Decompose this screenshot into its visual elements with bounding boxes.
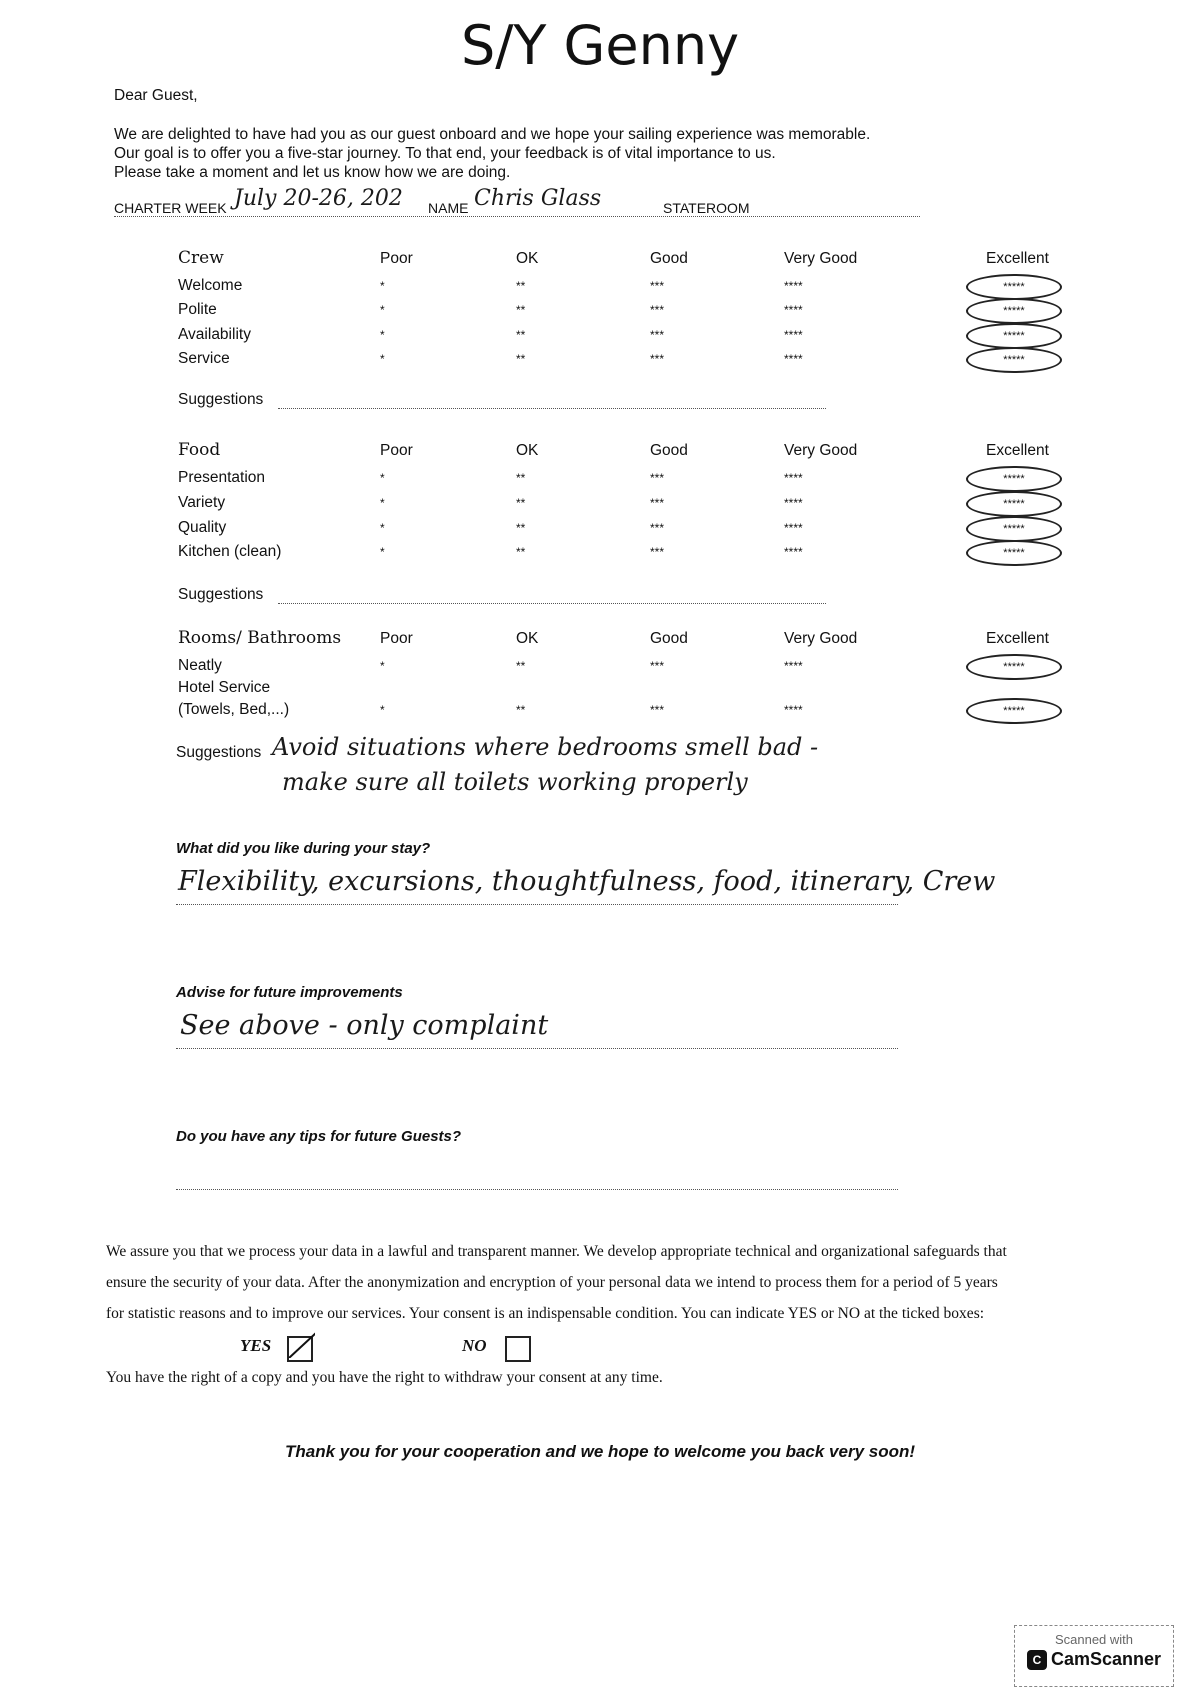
crew-rating-option[interactable]: **** <box>784 279 803 293</box>
charter-week-field[interactable]: July 20-26, 202 <box>234 186 403 211</box>
stateroom-label: STATEROOM <box>663 200 750 216</box>
crew-rating-option[interactable]: *** <box>650 303 665 317</box>
crew-row-label: Welcome <box>178 277 243 294</box>
rooms-rating-option[interactable]: *** <box>650 703 665 717</box>
food-column-ok: OK <box>516 442 539 459</box>
crew-rating-option[interactable]: ** <box>516 328 526 342</box>
food-rating-option[interactable]: * <box>380 496 385 510</box>
consent-text-3: for statistic reasons and to improve our services. Your consent is an indispensable condition. You can indicate YES or NO at the ticked boxes: <box>106 1305 985 1322</box>
rooms-column-poor: Poor <box>380 630 413 647</box>
crew-column-good: Good <box>650 250 688 267</box>
advise-question: Advise for future improvements <box>176 984 403 1001</box>
crew-column-ok: OK <box>516 250 539 267</box>
crew-rating-option[interactable]: *** <box>650 352 665 366</box>
crew-rating-selected[interactable]: ***** <box>966 323 1062 349</box>
rooms-suggestions-label: Suggestions <box>176 744 262 761</box>
food-suggestions-label: Suggestions <box>178 586 264 603</box>
name-label: NAME <box>428 200 469 216</box>
intro-line-1: We are delighted to have had you as our guest onboard and we hope your sailing experience was memorable. <box>114 126 871 143</box>
crew-column-very-good: Very Good <box>784 250 858 267</box>
advise-answer-field[interactable]: See above - only complaint <box>180 1010 549 1041</box>
liked-answer-field[interactable]: Flexibility, excursions, thoughtfulness, food, itinerary, Crew <box>178 866 996 897</box>
consent-text-2: ensure the security of your data. After the anonymization and encryption of your personal data we intend to process them for a period of 5 years <box>106 1274 998 1291</box>
crew-rating-selected[interactable]: ***** <box>966 298 1062 324</box>
rooms-rating-option[interactable]: ** <box>516 703 526 717</box>
tips-question: Do you have any tips for future Guests? <box>176 1128 462 1145</box>
food-rating-option[interactable]: **** <box>784 545 803 559</box>
food-rating-option[interactable]: * <box>380 471 385 485</box>
rooms-rating-option[interactable]: *** <box>650 659 665 673</box>
tips-answer-field[interactable] <box>176 1165 898 1190</box>
food-rating-option[interactable]: **** <box>784 521 803 535</box>
closing-message: Thank you for your cooperation and we hope to welcome you back very soon! <box>284 1442 916 1461</box>
camscanner-logo-icon: C <box>1027 1650 1047 1670</box>
rooms-suggestions-line-2[interactable]: make sure all toilets working properly <box>282 768 748 796</box>
food-rating-option[interactable]: **** <box>784 471 803 485</box>
food-rating-option[interactable]: * <box>380 545 385 559</box>
crew-rating-selected[interactable]: ***** <box>966 347 1062 373</box>
rooms-rating-option[interactable]: * <box>380 659 385 673</box>
crew-row-label: Service <box>178 350 230 367</box>
food-column-good: Good <box>650 442 688 459</box>
food-rating-option[interactable]: ** <box>516 521 526 535</box>
rooms-column-very-good: Very Good <box>784 630 858 647</box>
no-label: NO <box>462 1336 487 1355</box>
crew-rating-selected[interactable]: ***** <box>966 274 1062 300</box>
charter-week-label: CHARTER WEEK <box>114 200 227 216</box>
food-rating-selected[interactable]: ***** <box>966 466 1062 492</box>
food-row-label: Variety <box>178 494 226 511</box>
food-column-excellent: Excellent <box>986 442 1049 459</box>
yes-label: YES <box>240 1336 272 1355</box>
rooms-rating-selected[interactable]: ***** <box>966 698 1062 724</box>
crew-heading: Crew <box>178 248 224 268</box>
crew-suggestions-label: Suggestions <box>178 391 264 408</box>
form-title: S/Y Genny <box>460 14 740 77</box>
food-rating-option[interactable]: ** <box>516 496 526 510</box>
crew-row-label: Polite <box>178 301 217 318</box>
rooms-rating-option[interactable]: **** <box>784 659 803 673</box>
crew-rating-option[interactable]: ** <box>516 303 526 317</box>
rooms-rating-selected[interactable]: ***** <box>966 654 1062 680</box>
crew-rating-option[interactable]: **** <box>784 328 803 342</box>
crew-rating-option[interactable]: *** <box>650 328 665 342</box>
rooms-rating-option[interactable]: ** <box>516 659 526 673</box>
rooms-column-good: Good <box>650 630 688 647</box>
greeting: Dear Guest, <box>114 87 198 104</box>
crew-column-excellent: Excellent <box>986 250 1049 267</box>
yes-checkbox[interactable] <box>287 1336 313 1362</box>
watermark-caption: Scanned with <box>1054 1632 1134 1647</box>
rooms-column-excellent: Excellent <box>986 630 1049 647</box>
food-heading: Food <box>178 440 221 460</box>
intro-line-3: Please take a moment and let us know how we are doing. <box>114 164 511 181</box>
rooms-column-ok: OK <box>516 630 539 647</box>
food-rating-option[interactable]: *** <box>650 496 665 510</box>
rooms-row-label: Neatly <box>178 657 222 674</box>
rooms-rating-option[interactable]: * <box>380 703 385 717</box>
rooms-row-label: (Towels, Bed,...) <box>178 701 290 718</box>
crew-rating-option[interactable]: * <box>380 352 385 366</box>
consent-rights: You have the right of a copy and you have the right to withdraw your consent at any time. <box>106 1369 663 1386</box>
food-rating-option[interactable]: ** <box>516 471 526 485</box>
liked-question: What did you like during your stay? <box>176 840 431 857</box>
crew-rating-option[interactable]: **** <box>784 303 803 317</box>
check-mark-icon <box>285 1332 315 1358</box>
crew-column-poor: Poor <box>380 250 413 267</box>
rooms-heading: Rooms/ Bathrooms <box>178 628 342 648</box>
crew-rating-option[interactable]: **** <box>784 352 803 366</box>
crew-row-label: Availability <box>178 326 251 343</box>
food-rating-selected[interactable]: ***** <box>966 491 1062 517</box>
intro-line-2: Our goal is to offer you a five-star journey. To that end, your feedback is of vital importance to us. <box>114 145 776 162</box>
food-rating-selected[interactable]: ***** <box>966 516 1062 542</box>
rooms-rating-option[interactable]: **** <box>784 703 803 717</box>
crew-rating-option[interactable]: * <box>380 328 385 342</box>
food-suggestions-field[interactable] <box>278 589 826 604</box>
food-rating-selected[interactable]: ***** <box>966 540 1062 566</box>
no-checkbox[interactable] <box>505 1336 531 1362</box>
crew-rating-option[interactable]: ** <box>516 352 526 366</box>
food-row-label: Kitchen (clean) <box>178 543 282 560</box>
watermark-brand: CamScanner <box>1050 1649 1162 1669</box>
food-rating-option[interactable]: **** <box>784 496 803 510</box>
food-rating-option[interactable]: *** <box>650 471 665 485</box>
consent-text-1: We assure you that we process your data in a lawful and transparent manner. We develop appropriate technical and organizational safeguards that <box>106 1243 1007 1260</box>
crew-rating-option[interactable]: * <box>380 279 385 293</box>
crew-rating-option[interactable]: * <box>380 303 385 317</box>
food-row-label: Presentation <box>178 469 266 486</box>
rooms-suggestions-line-1[interactable]: Avoid situations where bedrooms smell bad - <box>272 733 819 761</box>
crew-rating-option[interactable]: *** <box>650 279 665 293</box>
food-row-label: Quality <box>178 519 227 536</box>
name-field[interactable]: Chris Glass <box>474 186 602 211</box>
watermark-brand-row <box>1015 1649 1173 1670</box>
rooms-row-label: Hotel Service <box>178 679 271 696</box>
food-rating-option[interactable]: *** <box>650 521 665 535</box>
food-column-poor: Poor <box>380 442 413 459</box>
crew-suggestions-field[interactable] <box>278 394 826 409</box>
food-column-very-good: Very Good <box>784 442 858 459</box>
food-rating-option[interactable]: ** <box>516 545 526 559</box>
crew-rating-option[interactable]: ** <box>516 279 526 293</box>
camscanner-watermark <box>1014 1625 1174 1687</box>
food-rating-option[interactable]: *** <box>650 545 665 559</box>
food-rating-option[interactable]: * <box>380 521 385 535</box>
